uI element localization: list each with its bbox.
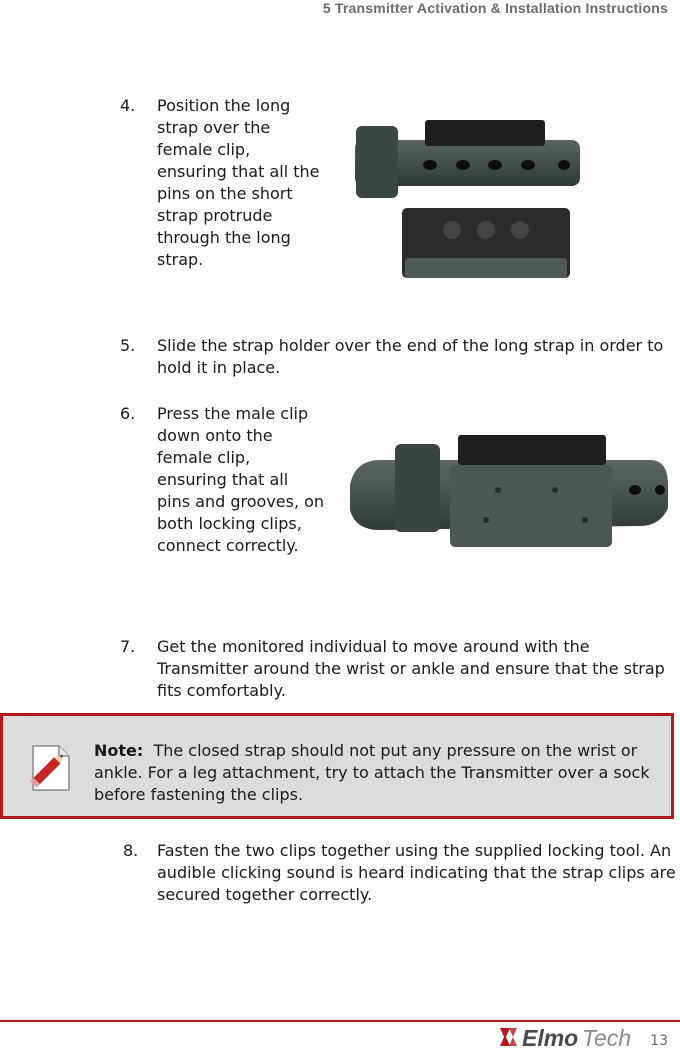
svg-text:Tech: Tech bbox=[582, 1025, 632, 1050]
strap-clip-photo bbox=[350, 118, 580, 283]
step-number: 8. bbox=[123, 841, 139, 860]
page-number: 13 bbox=[650, 1033, 668, 1049]
note-box bbox=[0, 713, 674, 819]
step-6 bbox=[120, 403, 325, 557]
footer-divider bbox=[0, 1020, 680, 1022]
step-text: Slide the strap holder over the end of the long strap in order to hold it in place. bbox=[157, 336, 664, 377]
step-text: Press the male clip down onto the female clip, ensuring that all pins and grooves, on both locking clips, connect correctly. bbox=[157, 404, 325, 555]
section-header: 5 Transmitter Activation & Installation Instructions bbox=[322, 0, 668, 16]
closed-strap-photo bbox=[350, 430, 670, 560]
step-5 bbox=[120, 335, 675, 379]
step-text: Fasten the two clips together using the supplied locking tool. An audible clicking sound is heard indicating that the strap clips are secured together correctly. bbox=[157, 841, 676, 904]
step-number: 4. bbox=[120, 96, 136, 115]
step-7 bbox=[120, 636, 675, 702]
elmotech-logo bbox=[500, 1024, 642, 1050]
step-number: 6. bbox=[120, 404, 136, 423]
note-body: The closed strap should not put any pressure on the wrist or ankle. For a leg attachment, try to attach the Transmitter over a sock before fastening the clips. bbox=[94, 741, 650, 804]
note-text bbox=[94, 740, 664, 806]
pencil-note-icon bbox=[25, 742, 75, 794]
step-8 bbox=[123, 840, 678, 906]
note-lead: Note: bbox=[94, 741, 144, 760]
step-4 bbox=[120, 95, 325, 271]
step-text: Position the long strap over the female clip, ensuring that all the pins on the short strap protrude through the long strap. bbox=[157, 96, 320, 269]
step-number: 7. bbox=[120, 637, 136, 656]
step-number: 5. bbox=[120, 336, 136, 355]
step-text: Get the monitored individual to move around with the Transmitter around the wrist or ankle and ensure that the strap fits comfortably. bbox=[157, 637, 665, 700]
svg-text:Elmo: Elmo bbox=[522, 1025, 579, 1050]
